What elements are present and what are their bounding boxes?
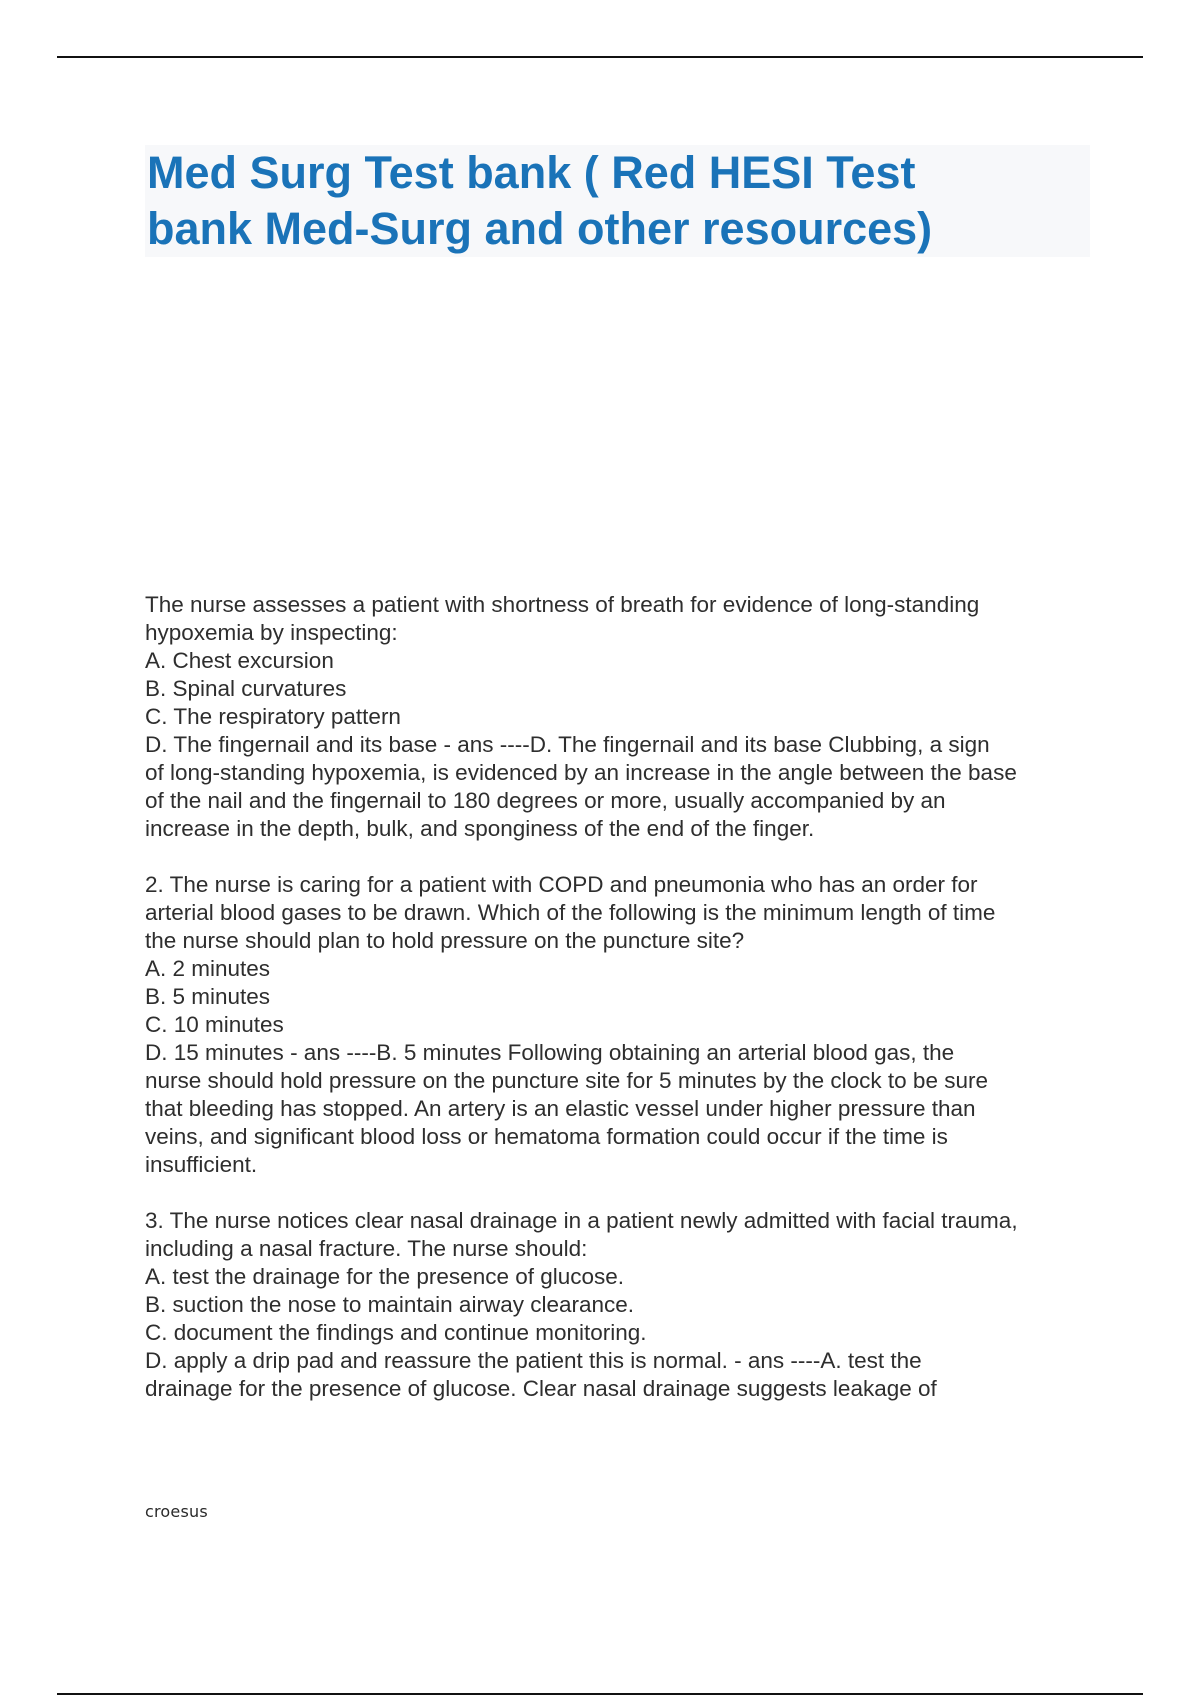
question-line: the nurse should plan to hold pressure on the puncture site? — [145, 928, 745, 953]
answer-rationale: of the nail and the fingernail to 180 degrees or more, usually accompanied by an — [145, 788, 946, 813]
option-d-answer: D. The fingernail and its base - ans ----D. The fingernail and its base Clubbing, a sign — [145, 732, 990, 757]
option-d-answer: D. apply a drip pad and reassure the patient this is normal. - ans ----A. test the — [145, 1348, 922, 1373]
answer-rationale: of long-standing hypoxemia, is evidenced by an increase in the angle between the base — [145, 760, 1017, 785]
footer-author: croesus — [145, 1502, 208, 1521]
question-3 — [145, 1207, 1105, 1403]
option-b: B. 5 minutes — [145, 984, 271, 1009]
option-a: A. test the drainage for the presence of glucose. — [145, 1264, 625, 1289]
option-b: B. Spinal curvatures — [145, 676, 347, 701]
question-2 — [145, 871, 1105, 1179]
answer-rationale: nurse should hold pressure on the puncture site for 5 minutes by the clock to be sure — [145, 1068, 988, 1093]
option-c: C. document the findings and continue monitoring. — [145, 1320, 647, 1345]
document-title — [145, 145, 1090, 257]
title-line-1: Med Surg Test bank ( Red HESI Test — [147, 147, 916, 198]
option-c: C. The respiratory pattern — [145, 704, 401, 729]
option-a: A. Chest excursion — [145, 648, 334, 673]
option-d-answer: D. 15 minutes - ans ----B. 5 minutes Following obtaining an arterial blood gas, the — [145, 1040, 955, 1065]
title-banner — [145, 145, 1090, 257]
question-line: hypoxemia by inspecting: — [145, 620, 398, 645]
answer-rationale: insufficient. — [145, 1152, 258, 1177]
answer-rationale: drainage for the presence of glucose. Clear nasal drainage suggests leakage of — [145, 1376, 937, 1401]
title-line-2: bank Med-Surg and other resources) — [147, 203, 933, 254]
option-a: A. 2 minutes — [145, 956, 271, 981]
question-line: including a nasal fracture. The nurse should: — [145, 1236, 588, 1261]
option-b: B. suction the nose to maintain airway clearance. — [145, 1292, 635, 1317]
top-rule — [57, 56, 1143, 58]
question-line: The nurse assesses a patient with shortness of breath for evidence of long-standing — [145, 592, 980, 617]
answer-rationale: that bleeding has stopped. An artery is an elastic vessel under higher pressure than — [145, 1096, 976, 1121]
question-list — [145, 591, 1105, 1431]
answer-rationale: increase in the depth, bulk, and sponginess of the end of the finger. — [145, 816, 815, 841]
question-1 — [145, 591, 1105, 843]
question-line: 2. The nurse is caring for a patient with COPD and pneumonia who has an order for — [145, 872, 978, 897]
option-c: C. 10 minutes — [145, 1012, 284, 1037]
bottom-rule — [57, 1693, 1143, 1695]
question-line: arterial blood gases to be drawn. Which of the following is the minimum length of time — [145, 900, 996, 925]
question-line: 3. The nurse notices clear nasal drainage in a patient newly admitted with facial trauma, — [145, 1208, 1018, 1233]
answer-rationale: veins, and significant blood loss or hematoma formation could occur if the time is — [145, 1124, 948, 1149]
